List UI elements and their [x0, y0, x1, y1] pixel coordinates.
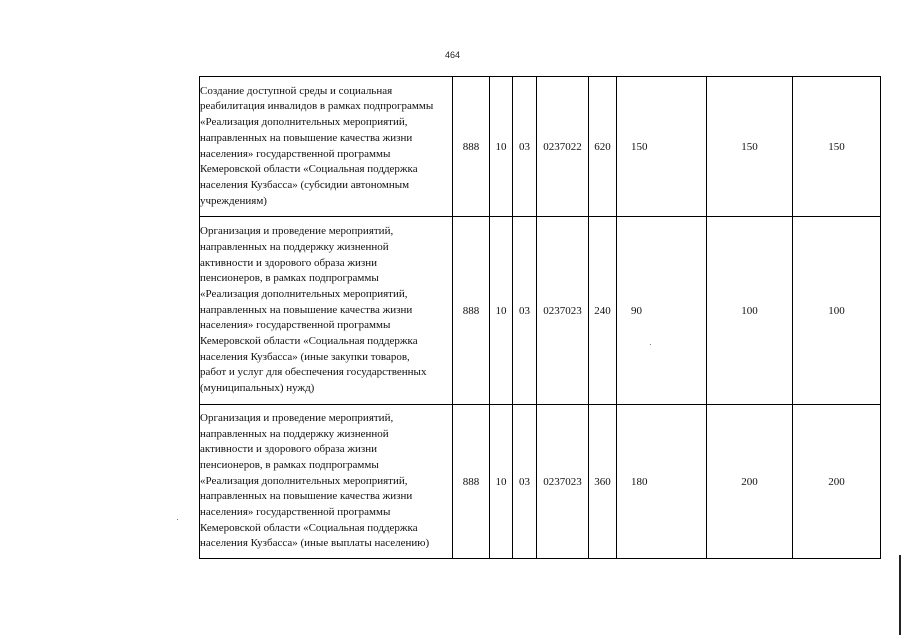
dept-code-cell: 888: [453, 217, 490, 405]
target-article-cell: 0237022: [537, 77, 589, 217]
description-line: реабилитация инвалидов в рамках подпрограммы: [200, 100, 434, 113]
description-line: пенсионеров, в рамках подпрограммы: [200, 272, 379, 285]
row-description: [200, 405, 453, 559]
section-code-cell: 10: [490, 217, 513, 405]
description-line: Создание доступной среды и социальная: [200, 84, 393, 97]
amount-year1-cell: 150: [617, 77, 707, 217]
description-line: учреждениям): [200, 194, 267, 207]
scan-speck: [650, 344, 651, 345]
description-line: Кемеровской области «Социальная поддержка: [200, 335, 418, 348]
amount-year2-cell: 100: [707, 217, 793, 405]
description-line: Кемеровской области «Социальная поддержка: [200, 163, 418, 176]
description-line: направленных на повышение качества жизни: [200, 131, 413, 144]
table-row: [200, 217, 881, 405]
description-line: направленных на поддержку жизненной: [200, 427, 389, 440]
amount-year1-cell: 180: [617, 405, 707, 559]
description-line: населения Кузбасса» (субсидии автономным: [200, 178, 410, 191]
table-row: [200, 77, 881, 217]
target-article-cell: 0237023: [537, 405, 589, 559]
description-line: направленных на повышение качества жизни: [200, 303, 413, 316]
description-line: работ и услуг для обеспечения государственных: [200, 366, 427, 379]
page-number: 464: [444, 50, 461, 60]
row-description: [200, 217, 453, 405]
description-line: направленных на повышение качества жизни: [200, 490, 413, 503]
description-line: активности и здорового образа жизни: [200, 256, 378, 269]
description-line: Организация и проведение мероприятий,: [200, 411, 394, 424]
description-line: населения» государственной программы: [200, 506, 391, 519]
description-line: направленных на поддержку жизненной: [200, 240, 389, 253]
description-line: населения Кузбасса» (иные выплаты населению): [200, 537, 430, 550]
amount-year2-cell: 150: [707, 77, 793, 217]
scan-edge-mark: [899, 555, 901, 635]
expense-type-cell: 620: [589, 77, 617, 217]
description-line: населения Кузбасса» (иные закупки товаров,: [200, 350, 410, 363]
expense-type-cell: 360: [589, 405, 617, 559]
target-article-cell: 0237023: [537, 217, 589, 405]
description-line: «Реализация дополнительных мероприятий,: [200, 474, 408, 487]
dept-code-cell: 888: [453, 77, 490, 217]
description-line: «Реализация дополнительных мероприятий,: [200, 116, 408, 129]
amount-year3-cell: 100: [793, 217, 881, 405]
description-line: «Реализация дополнительных мероприятий,: [200, 287, 408, 300]
table-row: [200, 405, 881, 559]
row-description: [200, 77, 453, 217]
amount-year3-cell: 150: [793, 77, 881, 217]
amount-year2-cell: 200: [707, 405, 793, 559]
scan-speck: [177, 519, 178, 520]
subsection-code-cell: 03: [513, 405, 537, 559]
description-line: населения» государственной программы: [200, 147, 391, 160]
section-code-cell: 10: [490, 405, 513, 559]
amount-year1-cell: 90: [617, 217, 707, 405]
description-line: пенсионеров, в рамках подпрограммы: [200, 458, 379, 471]
expense-type-cell: 240: [589, 217, 617, 405]
subsection-code-cell: 03: [513, 77, 537, 217]
description-line: Кемеровской области «Социальная поддержка: [200, 521, 418, 534]
description-line: населения» государственной программы: [200, 319, 391, 332]
section-code-cell: 10: [490, 77, 513, 217]
description-line: (муниципальных) нужд): [200, 382, 315, 395]
amount-year3-cell: 200: [793, 405, 881, 559]
dept-code-cell: 888: [453, 405, 490, 559]
description-line: Организация и проведение мероприятий,: [200, 225, 394, 238]
budget-table: [199, 76, 881, 559]
subsection-code-cell: 03: [513, 217, 537, 405]
description-line: активности и здорового образа жизни: [200, 443, 378, 456]
